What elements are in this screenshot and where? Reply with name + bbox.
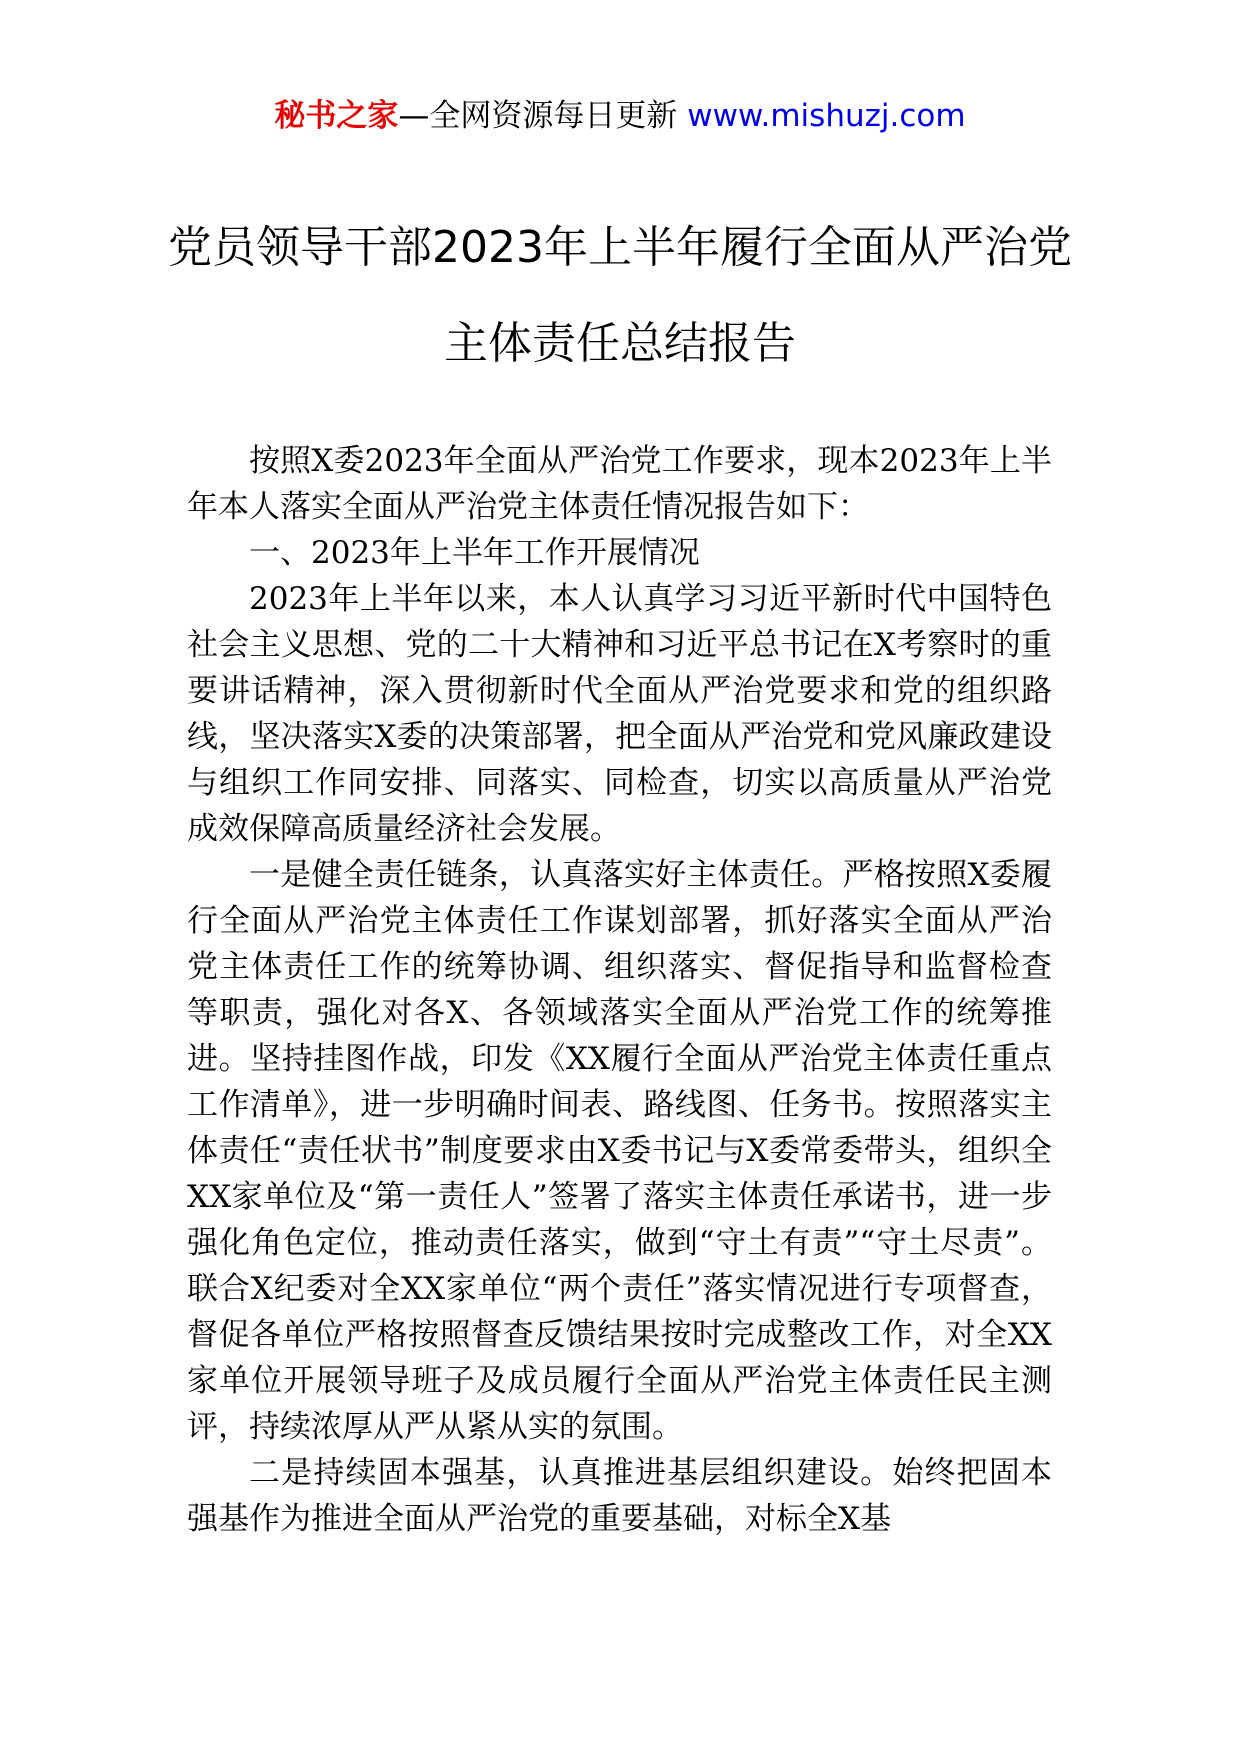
document-body bbox=[187, 438, 1052, 1542]
site-tagline: —全网资源每日更新 bbox=[398, 98, 688, 134]
site-url-link[interactable]: www.mishuzj.com bbox=[687, 98, 966, 134]
intro-paragraph: 按照X委2023年全面从严治党工作要求，现本2023年上半年本人落实全面从严治党主体责任情况报告如下： bbox=[187, 443, 1052, 525]
body-paragraph: 二是持续固本强基，认真推进基层组织建设。始终把固本强基作为推进全面从严治党的重要基础，对标全X基 bbox=[187, 1455, 1052, 1537]
site-brand[interactable]: 秘书之家 bbox=[274, 98, 399, 134]
body-paragraph: 一是健全责任链条，认真落实好主体责任。严格按照X委履行全面从严治党主体责任工作谋划部署，抓好落实全面从严治党主体责任工作的统筹协调、组织落实、督促指导和监督检查等职责，强化对各X、各领域落实全面从严治党工作的统筹推进。坚持挂图作战，印发《XX履行全面从严治党主体责任重点工作清单》，进一步明确时间表、路线图、任务书。按照落实主体责任“责任状书”制度要求由X委书记与X委常委带头，组织全XX家单位及“第一责任人”签署了落实主体责任承诺书，进一步强化角色定位，推动责任落实，做到“守土有责”“守土尽责”。联合X纪委对全XX家单位“两个责任”落实情况进行专项督查，督促各单位严格按照督查反馈结果按时完成整改工作，对全XX家单位开展领导班子及成员履行全面从严治党主体责任民主测评，持续浓厚从严从紧从实的氛围。 bbox=[187, 857, 1052, 1445]
document-title: 党员领导干部2023年上半年履行全面从严治党主体责任总结报告 bbox=[168, 222, 1072, 369]
body-paragraph: 2023年上半年以来，本人认真学习习近平新时代中国特色社会主义思想、党的二十大精神和习近平总书记在X考察时的重要讲话精神，深入贯彻新时代全面从严治党要求和党的组织路线，坚决落实X委的决策部署，把全面从严治党和党风廉政建设与组织工作同安排、同落实、同检查，切实以高质量从严治党成效保障高质量经济社会发展。 bbox=[187, 581, 1052, 847]
site-header bbox=[0, 96, 1240, 136]
section-heading-1: 一、2023年上半年工作开展情况 bbox=[249, 535, 700, 571]
